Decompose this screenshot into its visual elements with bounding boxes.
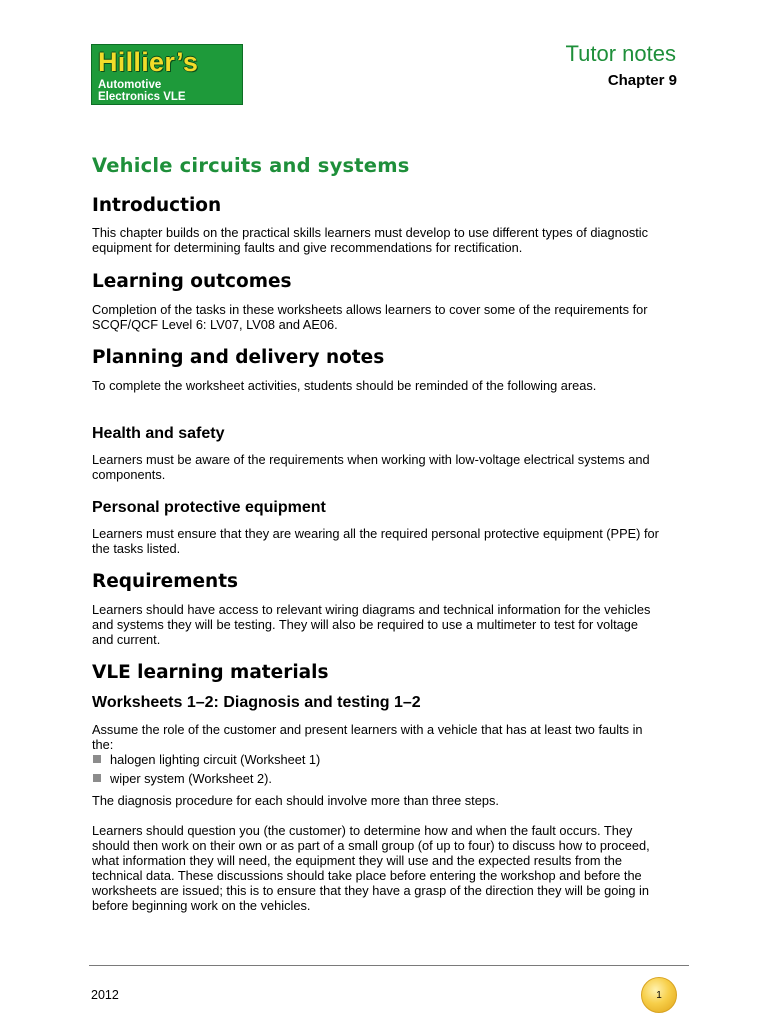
logo-line-2: Electronics VLE [98, 91, 186, 103]
introduction-text: This chapter builds on the practical skills learners must develop to use different types of diagnostic equipment for determining faults and give recommendations for rectification. [92, 225, 649, 255]
questioning-text: Learners should question you (the customer) to determine how and when the fault occurs. They should then work on their own or as part of a small group (of up to four) to discuss how to proceed, what information they will need, the equipment they will use and the expected results from the technical data. These discussions should take place before entering the workshop and before the worksheets are issued; this is to ensure that they have a grasp of the direction they will be going in before beginning work on the vehicles. [92, 823, 650, 913]
list-item [92, 752, 680, 767]
square-bullet-icon [93, 755, 101, 763]
ppe-text: Learners must ensure that they are wearing all the required personal protective equipment (PPE) for the tasks listed. [92, 526, 659, 556]
list-item [92, 771, 680, 786]
vle-materials-heading: VLE learning materials [92, 662, 329, 683]
list-item-text: halogen lighting circuit (Worksheet 1) [110, 752, 321, 767]
health-safety-text: Learners must be aware of the requirements when working with low-voltage electrical systems and components. [92, 452, 650, 482]
chapter-label: Chapter 9 [607, 72, 677, 89]
ppe-heading: Personal protective equipment [92, 499, 326, 516]
introduction-heading: Introduction [92, 195, 222, 216]
worksheets-text: Assume the role of the customer and present learners with a vehicle that has at least two faults in the: [92, 722, 643, 752]
worksheets-heading: Worksheets 1–2: Diagnosis and testing 1–2 [92, 694, 421, 711]
diagnosis-text: The diagnosis procedure for each should involve more than three steps. [92, 793, 499, 808]
requirements-text: Learners should have access to relevant wiring diagrams and technical information for the vehicles and systems they will be testing. They will also be required to use a multimeter to test for voltage and current. [92, 602, 651, 647]
square-bullet-icon [93, 774, 101, 782]
document-title: Vehicle circuits and systems [92, 154, 410, 177]
page-number: 1 [656, 989, 662, 1001]
learning-outcomes-text: Completion of the tasks in these worksheets allows learners to cover some of the requirements for SCQF/QCF Level 6: LV07, LV08 and AE06. [92, 302, 648, 332]
hilliers-logo [91, 44, 243, 105]
health-safety-heading: Health and safety [92, 425, 225, 442]
requirements-heading: Requirements [92, 571, 239, 592]
list-item-text: wiper system (Worksheet 2). [110, 771, 272, 786]
learning-outcomes-heading: Learning outcomes [92, 271, 292, 292]
footer-divider [89, 965, 689, 966]
planning-heading: Planning and delivery notes [92, 347, 385, 368]
planning-text: To complete the worksheet activities, students should be reminded of the following areas. [92, 378, 597, 393]
page-number-badge [641, 977, 677, 1013]
tutor-notes-label: Tutor notes [565, 41, 676, 66]
logo-name: Hillier’s [98, 47, 199, 77]
footer-year: 2012 [91, 988, 119, 1002]
logo-line-1: Automotive [98, 79, 162, 91]
